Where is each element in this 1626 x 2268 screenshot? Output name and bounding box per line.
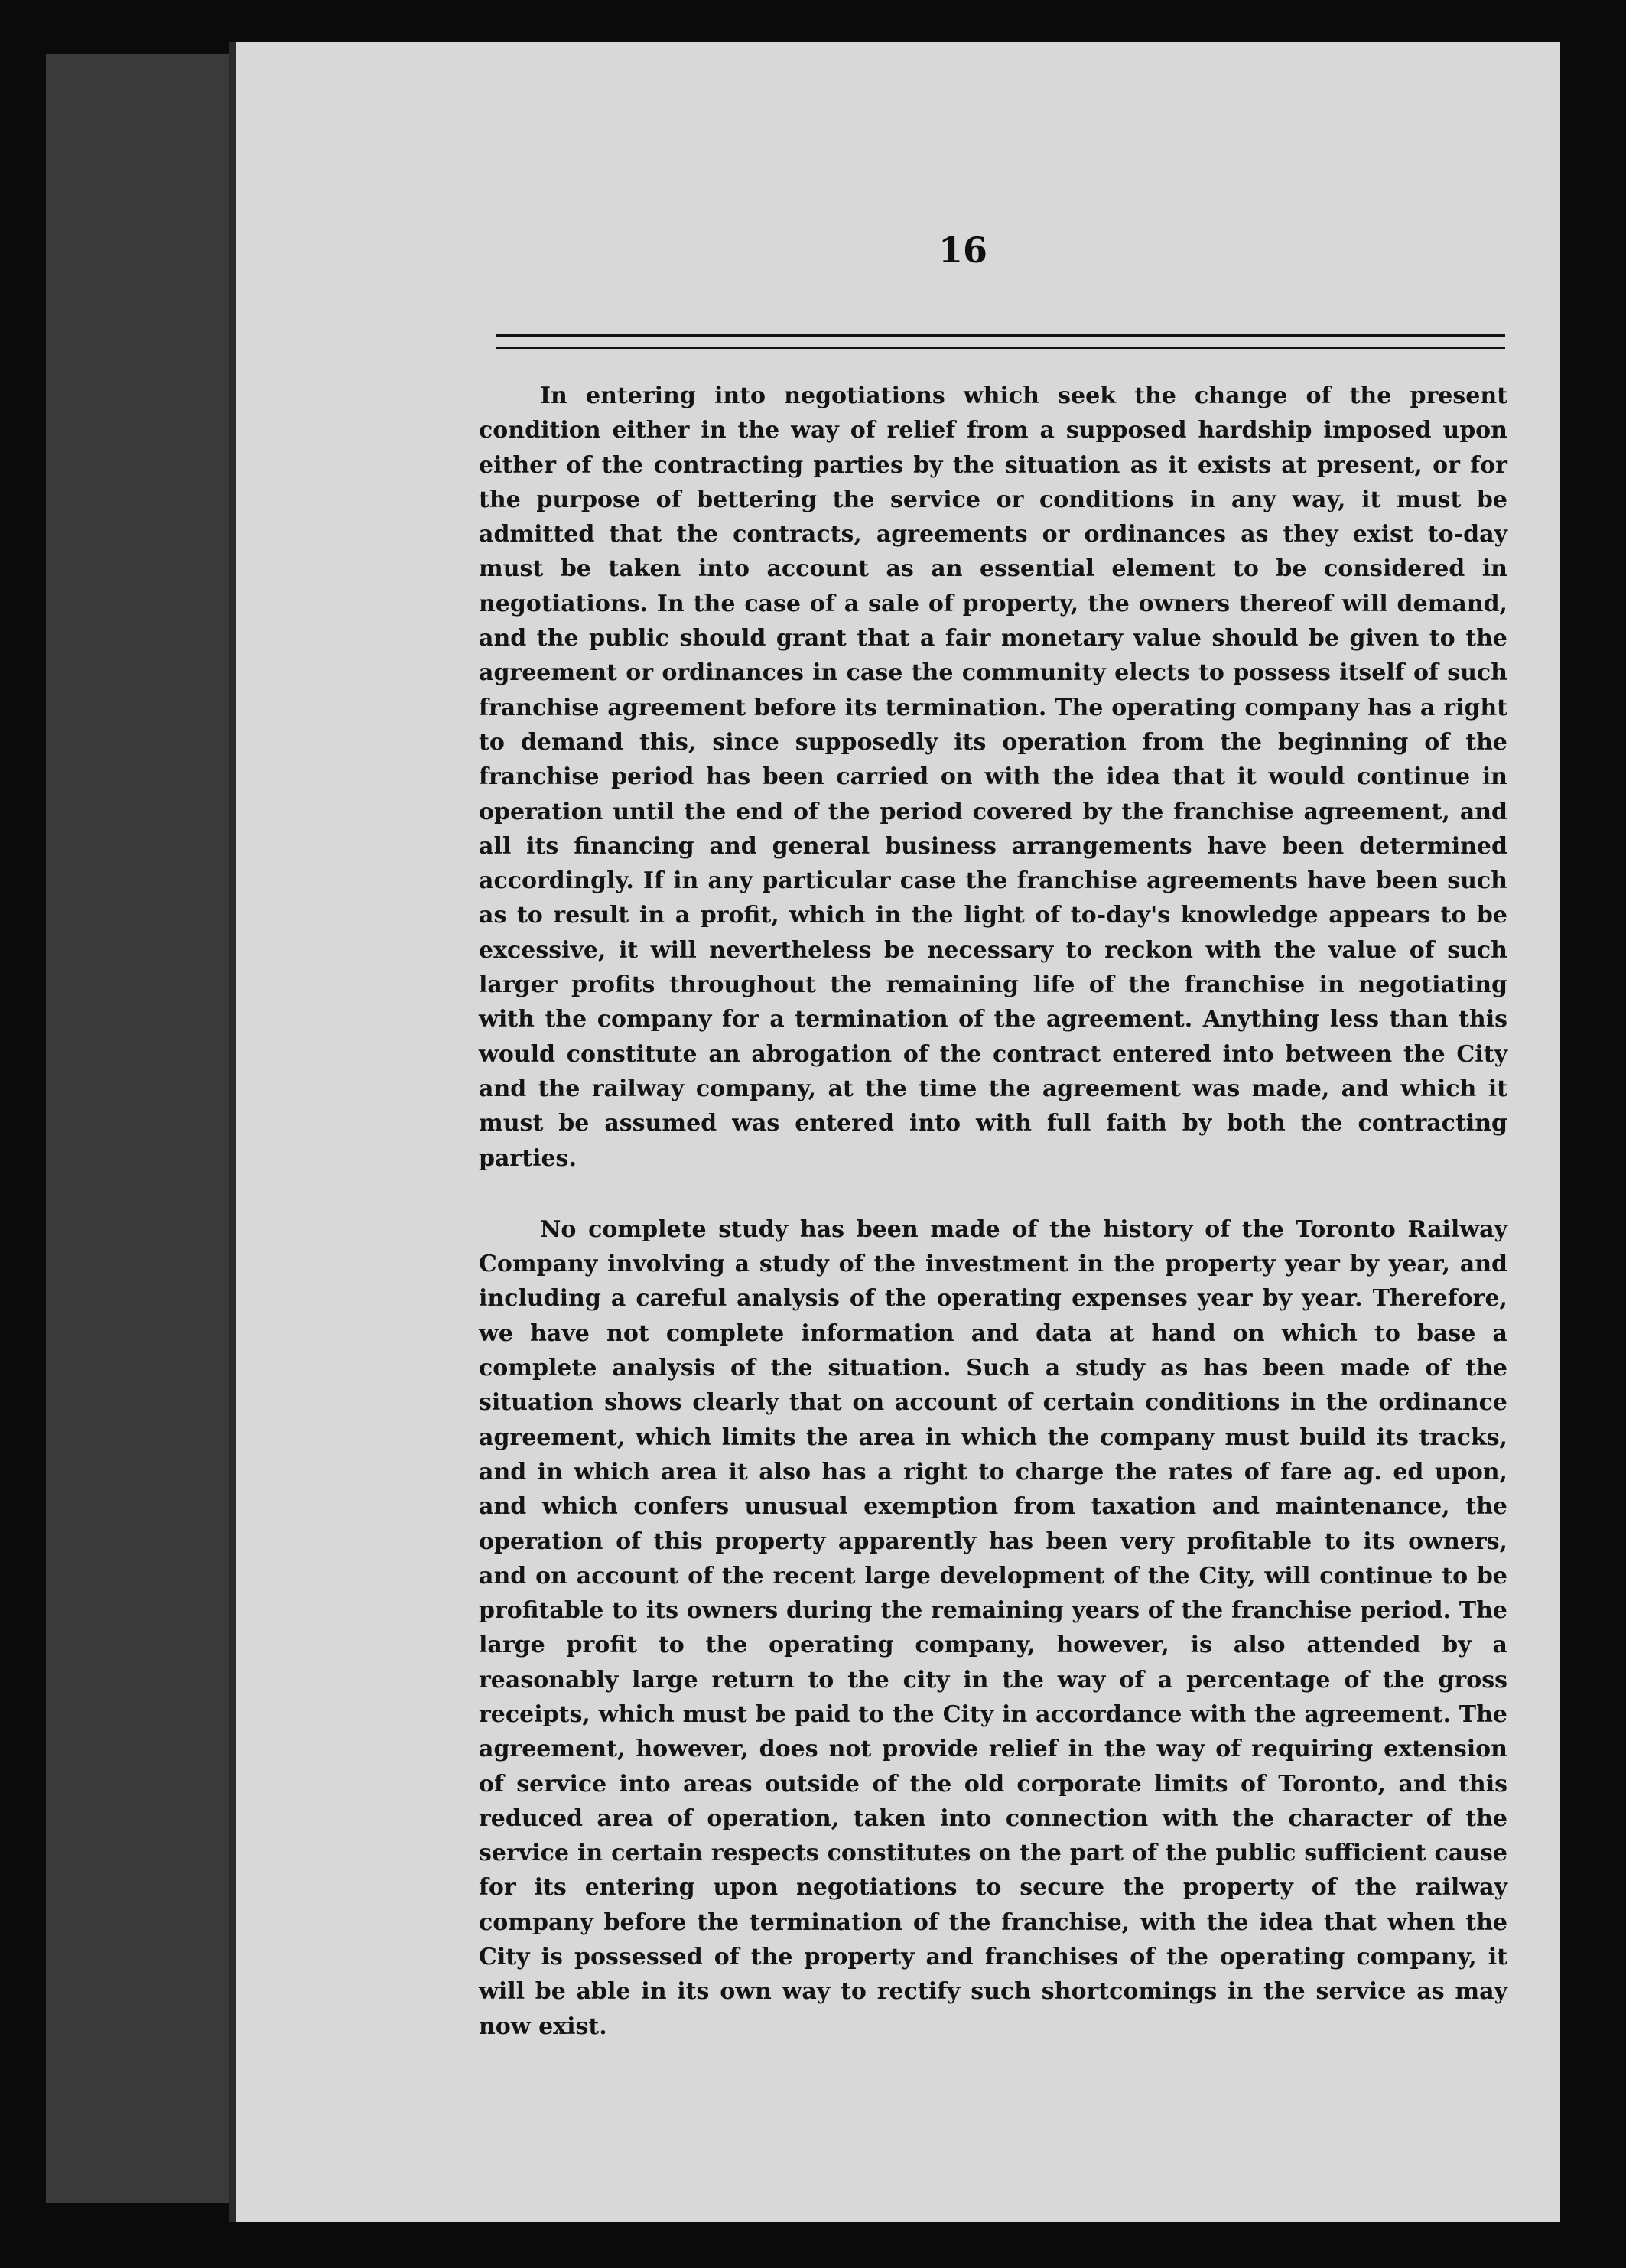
- scanner-background: [46, 54, 237, 2203]
- header-rule: [496, 334, 1505, 337]
- header-rule-secondary: [496, 347, 1505, 349]
- paragraph-2: No complete study has been made of the history of the Toronto Railway Company involving a study of the investment in the property year by year, and including a careful analysis of the operating expenses year by year. Therefore, we have not complete information and data at hand on which to base a complete analysis of the situation. Such a study as has been made of the situation shows clearly that on account of certain conditions in the ordinance agreement, which limits the area in which the company must build its tracks, and in which area it also has a right to charge the rates of fare ag. ed upon, and which confers unusual exemption from taxation and maintenance, the operation of this property apparently has been very profitable to its owners, and on account of the recent large development of the City, will continue to be profitable to its owners during the remaining years of the franchise period. The large profit to the operating company, however, is also attended by a reasonably large return to the city in the way of a percentage of the gross receipts, which must be paid to the City in accordance with the agreement. The agreement, however, does not provide relief in the way of requiring extension of service into areas outside of the old corporate limits of Toronto, and this reduced area of operation, taken into connection with the character of the service in certain respects constitutes on the part of the public sufficient cause for its entering upon negotiations to secure the property of the railway company before the termination of the franchise, with the idea that when the City is possessed of the property and franchises of the operating company, it will be able in its own way to rectify such shortcomings in the service as may now exist.: [479, 1215, 1507, 2040]
- document-page: [229, 42, 1560, 2222]
- page-number: 16: [938, 229, 987, 271]
- paragraph-1: In entering into negotiations which seek the change of the present condition either in the way of relief from a supposed hardship imposed upon either of the contracting parties by the situation as it exists at present, or for the purpose of bettering the service or conditions in any way, it must be admitted that the contracts, agreements or ordinances as they exist to-day must be taken into account as an essential element to be considered in negotiations. In the case of a sale of property, the owners thereof will demand, and the public should grant that a fair monetary value should be given to the agreement or ordinances in case the community elects to possess itself of such franchise agreement before its termination. The operating company has a right to demand this, since supposedly its operation from the beginning of the franchise period has been carried on with the idea that it would continue in operation until the end of the period covered by the franchise agreement, and all its financing and general business arrangements have been determined accordingly. If in any particular case the franchise agreements have been such as to result in a profit, which in the light of to-day's knowledge appears to be excessive, it will nevertheless be necessary to reckon with the value of such larger profits throughout the remaining life of the franchise in negotiating with the company for a termination of the agreement. Anything less than this would constitute an abrogation of the contract entered into between the City and the railway company, at the time the agreement was made, and which it must be assumed was entered into with full faith by both the contracting parties.: [479, 382, 1507, 1172]
- body-text: [479, 379, 1507, 2044]
